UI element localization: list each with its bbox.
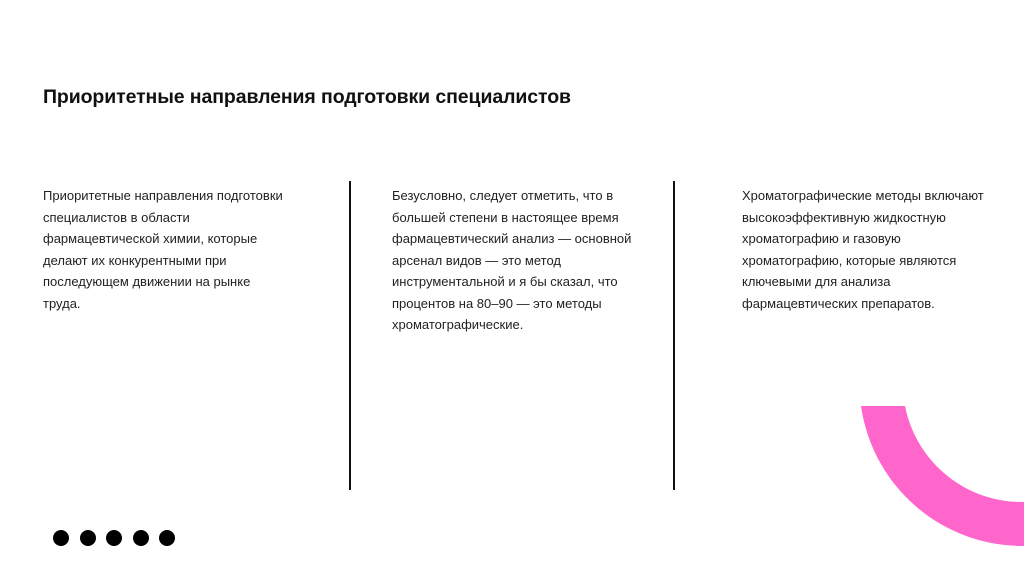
left-column-line-4: делают их конкурентными при: [43, 252, 227, 268]
middle-column-line-4: арсенал видов — это метод: [392, 252, 561, 268]
middle-column-text: [392, 185, 657, 336]
decorative-dot: [106, 530, 122, 546]
middle-column-line-3: фармацевтический анализ — основной: [392, 231, 632, 246]
decorative-dot-row: [53, 530, 175, 546]
decorative-dot: [133, 530, 149, 546]
pink-quarter-ring-decoration: [861, 406, 1024, 546]
right-column-line-5: ключевыми для анализа: [742, 274, 891, 289]
left-column-line-5: последующем движении на рынке: [43, 274, 251, 289]
left-column-line-1: Приоритетные направления подготовки: [43, 188, 283, 203]
decorative-dot: [53, 530, 69, 546]
pink-arc-shape: [861, 406, 1024, 546]
right-column-line-6: фармацевтических препаратов.: [742, 295, 935, 311]
left-column-text: [43, 185, 311, 314]
decorative-dot: [80, 530, 96, 546]
left-column-line-6: труда.: [43, 295, 81, 311]
middle-column-line-5: инструментальной и я бы сказал, что: [392, 274, 618, 289]
right-column-line-3: хроматографию и газовую: [742, 231, 901, 246]
right-column-line-1: Хроматографические методы включают: [742, 188, 984, 203]
column-divider-left: [349, 181, 351, 490]
decorative-dot: [159, 530, 175, 546]
slide-title: Приоритетные направления подготовки специалистов: [43, 86, 571, 108]
right-column-line-4: хроматографию, которые являются: [742, 252, 957, 268]
right-column-text: [742, 185, 1008, 314]
middle-column-line-7: хроматографические.: [392, 317, 524, 332]
middle-column-line-2: большей степени в настоящее время: [392, 209, 619, 225]
left-column-line-2: специалистов в области: [43, 209, 190, 225]
right-column-line-2: высокоэффективную жидкостную: [742, 209, 946, 225]
middle-column-line-6: процентов на 80–90 — это методы: [392, 295, 602, 311]
middle-column-line-1: Безусловно, следует отметить, что в: [392, 188, 614, 203]
left-column-line-3: фармацевтической химии, которые: [43, 231, 258, 246]
column-divider-right: [673, 181, 675, 490]
